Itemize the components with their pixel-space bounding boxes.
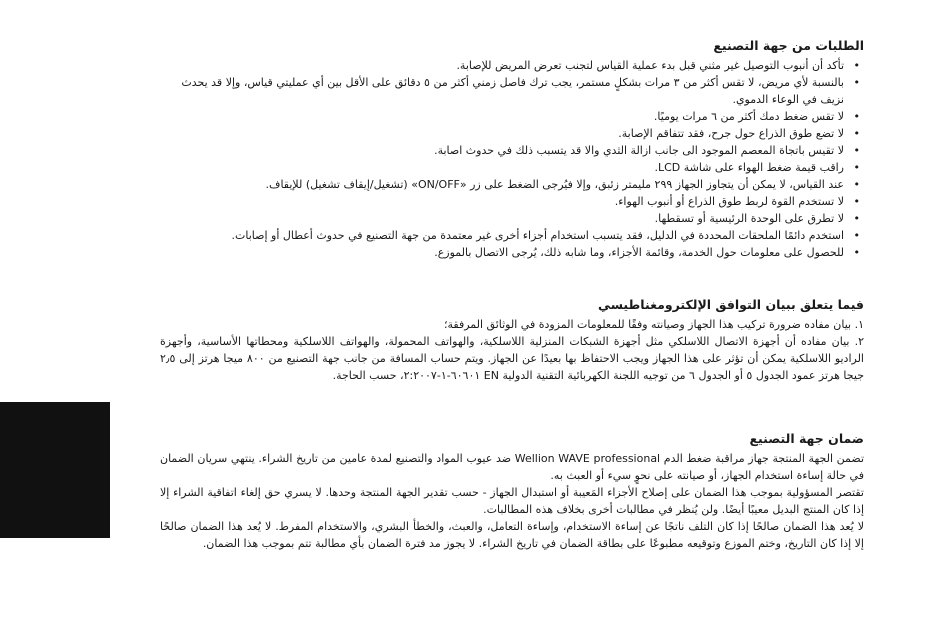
list-item: • لا تقيس باتجاة المعصم الموجود الى جانب ازالة الثدي والا قد يتسبب ذلك في حدوث اصابة. bbox=[160, 142, 844, 159]
list-item: • لا تستخدم القوة لربط طوق الذراع أو أنبوب الهواء. bbox=[160, 193, 844, 210]
section-title-emc: فيما يتعلق ببيان التوافق الإلكترومغناطيسي bbox=[598, 297, 864, 312]
emc-paragraph: ١. بيان مفاده ضرورة تركيب هذا الجهاز وصيانته وفقًا للمعلومات المزودة في الوثائق المرفقة؛ bbox=[443, 318, 864, 331]
list-item: • للحصول على معلومات حول الخدمة، وقائمة الأجزاء، وما شابه ذلك، يُرجى الاتصال بالموزع. bbox=[160, 244, 844, 261]
list-item: • استخدم دائمًا الملحقات المحددة في الدليل، فقد يتسبب استخدام أجزاء أخرى غير معتمدة من جهة التصنيع في حدوث أعطال أو إصابات. bbox=[160, 227, 844, 244]
list-item: • عند القياس، لا يمكن أن يتجاوز الجهاز ٢٩٩ مليمتر زئبق، وإلا فيُرجى الضغط على زر «ON/OFF» (تشغيل/إيقاف تشغيل) للإيقاف. bbox=[160, 176, 844, 193]
list-item: • لا تقس ضغط دمك أكثر من ٦ مرات يوميًا. bbox=[160, 108, 844, 125]
list-item: • بالنسبة لأي مريض، لا تقس أكثر من ٣ مرات بشكلٍ مستمر، يجب ترك فاصل زمني أكثر من ٥ دقائق على الأقل بين أي عمليتي قياس، وإلا قد يحدث نزيف في الوعاء الدموي. bbox=[160, 74, 844, 108]
section-title-requirements: الطلبات من جهة التصنيع bbox=[713, 38, 864, 53]
emc-paragraph: ٢. بيان مفاده أن أجهزة الاتصال اللاسلكي مثل أجهزة الشبكات المنزلية اللاسلكية، والهواتف المحمولة، والهواتف اللاسلكية ومحطاتها الأساسية، وأجهزة الراديو اللاسلكية يمكن أن تؤثر على هذا الجهاز ويجب الاحتفاظ بها بعيدًا عن الجهاز. ويتم حساب المسافة من جانب جهة التصنيع من ٨٠٠ ميجا هرتز إلى ٢٫٥ جيجا هرتز عمود الجدول ٥ أو الجدول ٦ من توجيه اللجنة الكهربائية التقنية الدولية EN ٦٠٦٠١-١-٢:٢٠٠٧، حسب الحاجة. bbox=[160, 335, 864, 382]
section-title-warranty: ضمان جهة التصنيع bbox=[749, 431, 864, 446]
warranty-paragraph: تضمن الجهة المنتجة جهاز مراقبة ضغط الدم Wellion WAVE professional ضد عيوب المواد والتصنيع لمدة عامين من تاريخ الشراء. ينتهي سريان الضمان في حالة إساءة استخدام الجهاز، أو صيانته على نحوٍ سيء أو العبث به. bbox=[160, 452, 865, 482]
warranty-paragraph: تقتصر المسؤولية بموجب هذا الضمان على إصلاح الأجزاء المَعيبة أو استبدال الجهاز - حسب تقدير الجهة المنتجة وحدها. لا يسري حق إلغاء اتفاقية الشراء إلا إذا كان المنتج البديل معيبًا أيضًا. ولن يُنظر في مطالبات أخرى بخلاف هذه المطالبات. bbox=[160, 486, 864, 516]
emc-section bbox=[160, 296, 864, 384]
warranty-paragraph: لا يُعد هذا الضمان صالحًا إذا كان التلف ناتجًا عن إساءة الاستخدام، وإساءة التعامل، والعبث، والخطأ البشري، والاستخدام المفرط. لا يُعد هذا الضمان صالحًا إلا إذا كان التاريخ، وختم الموزع وتوقيعه مطبوعًا على بطاقة الضمان في تاريخ الشراء. لا يجوز مد فترة الضمان بأي مطالبة تتم بموجب هذا الضمان. bbox=[160, 520, 864, 550]
list-item: • لا تطرق على الوحدة الرئيسية أو تسقطها. bbox=[160, 210, 844, 227]
side-tab-marker bbox=[0, 402, 110, 538]
list-item: • راقب قيمة ضغط الهواء على شاشة LCD. bbox=[160, 159, 844, 176]
manufacturer-requirements-section bbox=[160, 37, 864, 261]
list-item: • لا تضع طوق الذراع حول جرح، فقد تتفاقم الإصابة. bbox=[160, 125, 844, 142]
list-item: • تأكد أن أنبوب التوصيل غير مثني قبل بدء عملية القياس لتجنب تعرض المريض للإصابة. bbox=[160, 57, 844, 74]
warranty-section bbox=[160, 430, 864, 552]
requirements-list bbox=[160, 57, 864, 261]
